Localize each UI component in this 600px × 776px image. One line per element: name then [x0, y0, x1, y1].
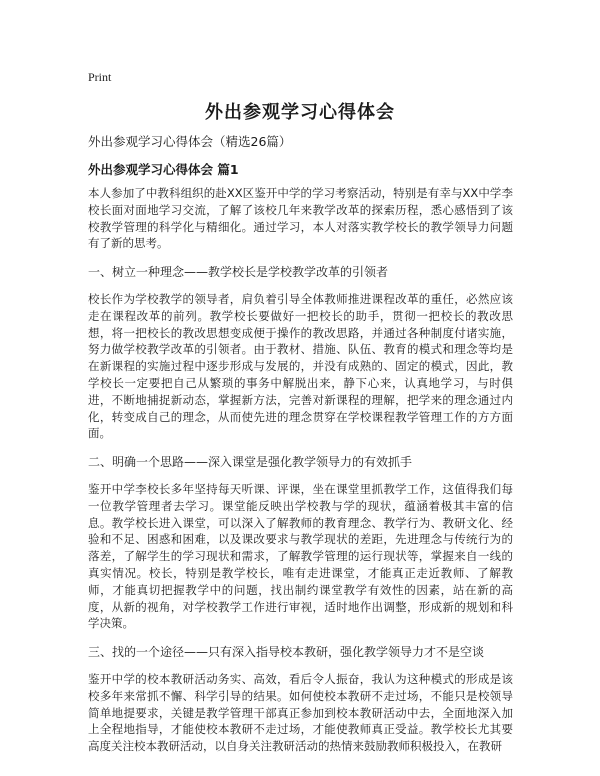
paragraph-three: 鉴开中学的校本教研活动务实、高效，看后令人振奋，我认为这种模式的形成是该校多年来常抓不懈、科学引导的结果。如何使校本教研不走过场，不能只是校领导简单地提要求，关键是教学管理干部真正参加到校本教研活动中去，全面地深入加上全程地指导，才能使校本教研不走过场，才能使教师真正受益。教学校长尤其要高度关注校本教研活动，以自身关注教研活动的热情来鼓励教师积极投入，在教研	[88, 671, 513, 754]
paragraph-two: 鉴开中学李校长多年坚持每天听课、评课，坐在课堂里抓教学工作，这值得我们每一位教学管理者去学习。课堂能反映出学校教与学的现状，蕴涵着极其丰富的信息。教学校长进入课堂，可以深入了解教师的教育理念、教学行为、教研文化、经验和不足、困惑和困难，以及课改要求与教学现状的差距，先进理念与传统行为的落差，了解学生的学习现状和需求，了解教学管理的运行现状等，掌握来自一线的真实情况。校长，特别是教学校长，唯有走进课堂，才能真正走近教师、了解教师，才能真切把握教学中的问题，找出制约课堂教学有效性的因素，站在新的高度，从新的视角，对学校教学工作进行审视，适时地作出调整，形成新的规划和科学决策。	[88, 481, 513, 631]
heading-two: 二、明确一个思路——深入课堂是强化教学领导力的有效抓手	[88, 455, 413, 470]
article-body	[88, 185, 513, 767]
page-title: 外出参观学习心得体会	[205, 102, 395, 123]
print-link[interactable]: Print	[88, 70, 112, 84]
document-subtitle: 外出参观学习心得体会（精选26篇）	[88, 134, 292, 149]
section-title: 外出参观学习心得体会 篇1	[88, 162, 239, 177]
heading-three: 三、找的一个途径——只有深入指导校本教研，强化教学领导力才不是空谈	[88, 645, 485, 660]
heading-one: 一、树立一种理念——教学校长是学校教学改革的引领者	[88, 265, 389, 280]
intro-paragraph: 本人参加了中教科组织的赴XX区鉴开中学的学习考察活动，特别是有幸与XX中学李校长面对面地学习交流，了解了该校几年来教学改革的探索历程，悉心感悟到了该校教学管理的科学化与精细化。通过学习，本人对落实教学校长的教学领导力问题有了新的思考。	[88, 186, 513, 251]
paragraph-one: 校长作为学校教学的领导者，肩负着引导全体教师推进课程改革的重任，必然应该走在课程改革的前列。教学校长要做好一把校长的助手，贯彻一把校长的教改思想，将一把校长的教改思想变成便于操作的教改思路，并通过各种制度付诸实施，努力做学校教学改革的引领者。由于教材、措施、队伍、教育的模式和理念等均是在新课程的实施过程中逐步形成与发展的，并没有成熟的、固定的模式，因此，教学校长一定要把自己从繁琐的事务中解脱出来，静下心来，认真地学习，与时俱进，不断地捕捉新动态，掌握新方法，完善对新课程的理解，把学来的理念通过内化，转变成自己的理念，从而使先进的理念贯穿在学校课程教学管理工作的方方面面。	[88, 291, 513, 441]
